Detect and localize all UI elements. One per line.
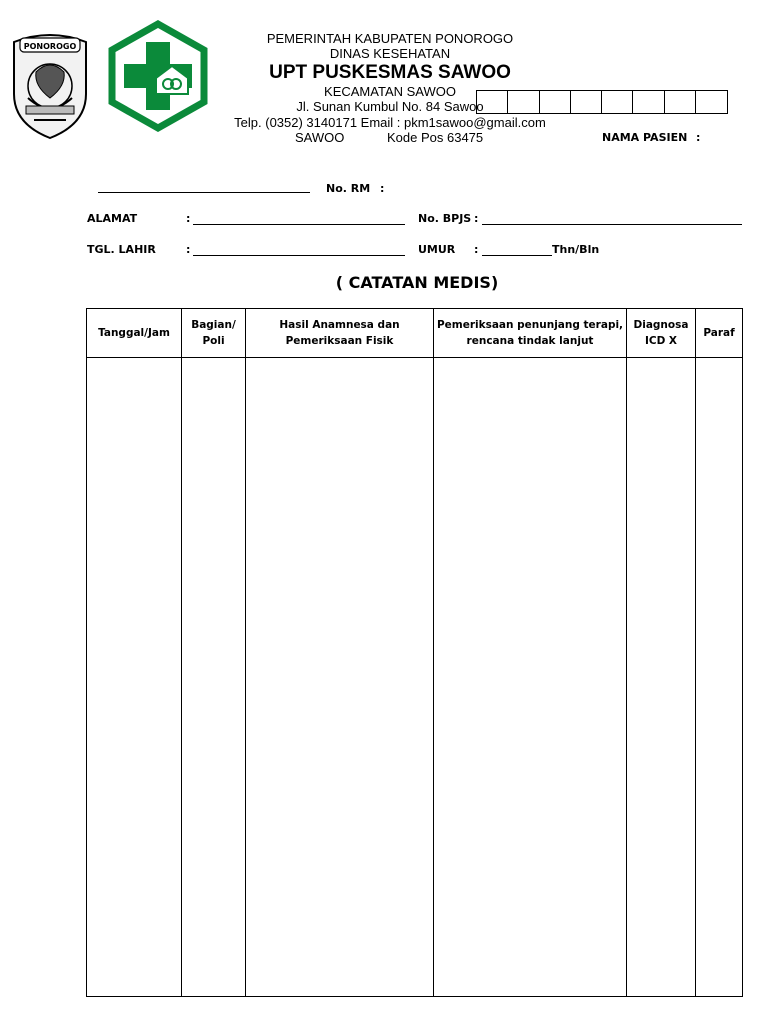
table-header-row (87, 309, 743, 358)
col-header-pemeriksaan: Pemeriksaan penunjang terapi, rencana tindak lanjut (434, 309, 627, 358)
cell-tanggal[interactable] (87, 358, 182, 997)
header-address: Jl. Sunan Kumbul No. 84 Sawoo (296, 99, 484, 114)
cell-pemeriksaan[interactable] (434, 358, 627, 997)
table-row (87, 358, 743, 997)
col-header-paraf: Paraf (696, 309, 743, 358)
header-line-2: DINAS KESEHATAN (329, 46, 451, 61)
cell-diagnosa[interactable] (627, 358, 696, 997)
alamat-colon: : (186, 212, 191, 225)
col-header-diagnosa: Diagnosa ICD X (627, 309, 696, 358)
regency-emblem-icon (6, 28, 94, 140)
cell-paraf[interactable] (696, 358, 743, 997)
col-header-anamnesa: Hasil Anamnesa dan Pemeriksaan Fisik (246, 309, 434, 358)
tgl-lahir-colon: : (186, 243, 191, 256)
page-title: UPT PUSKESMAS SAWOO (269, 62, 511, 83)
rm-digit-box[interactable] (633, 91, 664, 113)
header-city: SAWOO (295, 130, 345, 145)
medical-record-table (86, 308, 743, 997)
umur-field[interactable] (482, 243, 552, 256)
nama-pasien-field[interactable] (98, 180, 310, 193)
col-header-bagian: Bagian/ Poli (182, 309, 246, 358)
tgl-lahir-label: TGL. LAHIR (87, 243, 156, 256)
umur-label: UMUR (418, 243, 456, 256)
rm-digit-box[interactable] (508, 91, 539, 113)
cell-anamnesa[interactable] (246, 358, 434, 997)
col-header-tanggal: Tanggal/Jam (87, 309, 182, 358)
no-rm-colon: : (380, 182, 385, 195)
alamat-label: ALAMAT (87, 212, 138, 225)
header-postal-code: Kode Pos 63475 (387, 130, 484, 145)
alamat-field[interactable] (193, 212, 405, 225)
header-line-4: KECAMATAN SAWOO (324, 84, 456, 99)
nama-pasien-label: NAMA PASIEN (602, 131, 688, 144)
no-bpjs-label: No. BPJS (418, 212, 472, 225)
no-bpjs-field[interactable] (482, 212, 742, 225)
rm-digit-box[interactable] (665, 91, 696, 113)
cell-bagian[interactable] (182, 358, 246, 997)
tgl-lahir-field[interactable] (193, 243, 405, 256)
emblem-text: PONOROGO (23, 42, 77, 51)
nama-pasien-colon: : (696, 131, 701, 144)
rm-number-boxes (476, 90, 728, 114)
umur-unit: Thn/Bln (552, 243, 600, 256)
header-contact: Telp. (0352) 3140171 Email : pkm1sawoo@gmail.com (234, 115, 546, 130)
rm-digit-box[interactable] (571, 91, 602, 113)
umur-colon: : (474, 243, 479, 256)
no-rm-label: No. RM (326, 182, 371, 195)
header-line-1: PEMERINTAH KABUPATEN PONOROGO (266, 31, 514, 46)
rm-digit-box[interactable] (696, 91, 727, 113)
rm-digit-box[interactable] (477, 91, 508, 113)
section-title: ( CATATAN MEDIS) (335, 273, 499, 292)
no-bpjs-colon: : (474, 212, 479, 225)
rm-digit-box[interactable] (540, 91, 571, 113)
rm-digit-box[interactable] (602, 91, 633, 113)
